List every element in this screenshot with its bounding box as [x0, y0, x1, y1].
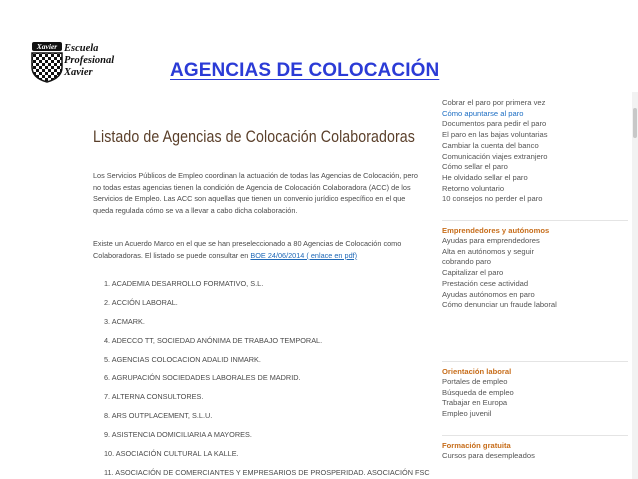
agency-list-item: 11. ASOCIACIÓN DE COMERCIANTES Y EMPRESARIOS DE PROSPERIDAD. ASOCIACIÓN FSC — [104, 467, 430, 477]
agency-list-item: 6. AGRUPACIÓN SOCIEDADES LABORALES DE MADRID. — [104, 373, 301, 383]
sidebar-link[interactable]: He olvidado sellar el paro — [442, 172, 528, 182]
scrollbar-thumb[interactable] — [633, 108, 637, 138]
sidebar-link[interactable]: Documentos para pedir el paro — [442, 119, 547, 129]
sidebar-link[interactable]: Retorno voluntario — [442, 183, 505, 193]
sidebar-link[interactable]: Cambiar la cuenta del banco — [442, 140, 539, 150]
agency-list-item: 3. ACMARK. — [104, 316, 145, 326]
boe-pdf-link[interactable]: BOE 24/06/2014 ( enlace en pdf) — [250, 250, 358, 260]
logo-text — [64, 43, 130, 79]
agreement-prefix: Colaboradoras. El listado se puede consultar en — [93, 250, 251, 260]
agency-list — [104, 278, 430, 479]
sidebar-link[interactable]: cobrando paro — [442, 257, 491, 267]
sidebar-emprendedores-group — [442, 217, 638, 311]
sidebar-formacion-group — [442, 432, 638, 462]
sidebar-link[interactable]: Cobrar el paro por primera vez — [442, 98, 546, 107]
sidebar-link[interactable]: Portales de empleo — [442, 377, 508, 386]
sidebar-link[interactable]: Cómo sellar el paro — [442, 162, 508, 172]
sidebar-paro-group — [442, 98, 638, 205]
agency-list-item: 2. ACCIÓN LABORAL. — [104, 297, 178, 307]
sidebar — [442, 92, 638, 479]
agreement-paragraph — [93, 238, 485, 261]
sidebar-link[interactable]: Búsqueda de empleo — [442, 387, 514, 397]
agency-list-item: 9. ASISTENCIA DOMICILIARIA A MAYORES. — [104, 430, 252, 440]
agency-list-item: 4. ADECCO TT, SOCIEDAD ANÓNIMA DE TRABAJO TEMPORAL. — [104, 335, 323, 345]
sidebar-link[interactable]: Ayudas para emprendedores — [442, 236, 540, 245]
intro-line: queda regulada cómo se va a llevar a cabo dicha colaboración. — [93, 205, 298, 215]
agreement-line: Existe un Acuerdo Marco en el que se han preseleccionado a 80 Agencias de Colocación como — [93, 239, 402, 248]
logo-tag: Xavier — [32, 42, 62, 51]
sidebar-heading-emprendedores: Emprendedores y autónomos — [442, 226, 550, 235]
sidebar-link[interactable]: Capitalizar el paro — [442, 268, 504, 278]
sidebar-link-active[interactable]: Cómo apuntarse al paro — [442, 108, 524, 118]
sidebar-link[interactable]: Ayudas autónomos en paro — [442, 289, 535, 299]
sidebar-heading-orientacion: Orientación laboral — [442, 367, 512, 376]
agency-list-item: 1. ACADEMIA DESARROLLO FORMATIVO, S.L. — [104, 279, 264, 288]
divider — [442, 220, 628, 221]
logo-line: Xavier — [64, 67, 93, 78]
sidebar-link[interactable]: Empleo juvenil — [442, 409, 492, 419]
agency-list-item: 7. ALTERNA CONSULTORES. — [104, 392, 204, 402]
logo-line: Profesional — [64, 55, 115, 66]
page-title: Listado de Agencias de Colocación Colaboradoras — [93, 128, 415, 146]
agency-list-item: 5. AGENCIAS COLOCACION ADALID INMARK. — [104, 354, 261, 364]
slide-title: AGENCIAS DE COLOCACIÓN — [170, 60, 440, 81]
sidebar-link[interactable]: Alta en autónomos y seguir — [442, 246, 535, 256]
intro-line: Los Servicios Públicos de Empleo coordinan la actuación de todas las Agencias de Colocación, pero — [93, 171, 418, 180]
webpage-screenshot — [86, 92, 638, 479]
sidebar-link[interactable]: Cursos para desempleados — [442, 451, 535, 460]
divider — [442, 435, 628, 436]
logo-line: Escuela — [64, 43, 99, 54]
sidebar-link[interactable]: 10 consejos no perder el paro — [442, 194, 543, 204]
divider — [442, 361, 628, 362]
sidebar-link[interactable]: Comunicación viajes extranjero — [442, 151, 548, 161]
intro-line: Servicios de Empleo. Las ACC son aquellas que tienen un convenio jurídico específico en el que — [93, 194, 406, 204]
agency-list-item: 8. ARS OUTPLACEMENT, S.L.U. — [104, 411, 213, 421]
intro-line: no todas estas agencias tienen la condición de Agencia de Colocación Colaboradora (ACC) de los — [93, 182, 411, 192]
sidebar-heading-formacion: Formación gratuita — [442, 441, 511, 450]
sidebar-link[interactable]: El paro en las bajas voluntarias — [442, 130, 548, 140]
sidebar-link[interactable]: Cómo denunciar un fraude laboral — [442, 300, 557, 310]
agency-list-item: 10. ASOCIACIÓN CULTURAL LA KALLE. — [104, 449, 239, 459]
school-logo — [30, 42, 130, 86]
agreement-line — [93, 250, 485, 262]
sidebar-link[interactable]: Trabajar en Europa — [442, 398, 508, 408]
scrollbar-track[interactable] — [632, 92, 638, 479]
intro-paragraph — [93, 170, 485, 216]
sidebar-link[interactable]: Prestación cese actividad — [442, 278, 529, 288]
sidebar-orientacion-group — [442, 358, 638, 420]
